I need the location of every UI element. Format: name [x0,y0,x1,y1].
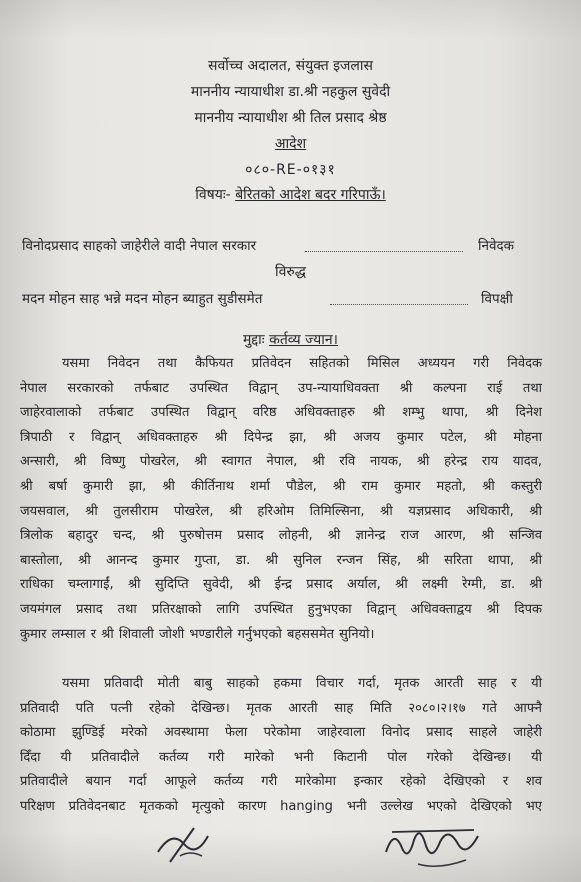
paragraph-line: जयमंगल प्रसाद तथा प्रतिरक्षाको लागि उपस्थित हुनुभएका विद्वान् अधिवक्ताद्वय श्री दिपक [20,601,542,617]
bottom-shadow [0,830,581,882]
paragraph-hearing [20,352,542,647]
paragraph-line: राधिका चम्लागाईं, श्री सुदिप्ति सुवेदी, श्री ईन्द्र प्रसाद अर्याल, श्री लक्ष्मी रेग्मी, डा. श्री [20,577,542,593]
judge-1: माननीय न्यायाधीश डा.श्री नहकुल सुवेदी [190,84,391,100]
court-name: सर्वोच्च अदालत, संयुक्त इजलास [208,58,373,74]
respondent-role: विपक्षी [481,291,513,307]
respondent-dots [330,304,468,305]
order-title: आदेश [274,136,307,152]
paragraph-line: यसमा निवेदन तथा कैफियत प्रतिवेदन सहितको मिसिल अध्ययन गरी निवेदक [62,356,542,371]
paragraph-line: कोठामा झुण्डिई मरेको अवस्थामा फेला परेकोमा जाहेरवाला विनोद प्रसाद साहले जाहेरी [20,725,542,741]
paragraph-line: दिँदा यी प्रतिवादीले कर्तव्य गरी मारेको भनी किटानी पोल गरेको देखिन्छ। यी [20,749,542,765]
petitioner-name: विनोदप्रसाद साहको जाहेरीले वादी नेपाल सरकार [22,238,257,254]
paragraph-line: जाहेरवालाको तर्फबाट उपस्थित विद्वान् वरिष्ठ अधिवक्ताहरु श्री शम्भु थापा, श्री दिनेश [20,405,542,421]
petitioner-dots [305,251,463,252]
respondent-name: मदन मोहन साह भन्ने मदन मोहन ब्याहुत सुडीसमेत [22,291,263,307]
paragraph-line: नेपाल सरकारको तर्फबाट उपस्थित विद्वान् उप-न्यायाधिवक्ता श्री कल्पना राई तथा [20,380,542,396]
subject-label: विषयः- [195,187,231,203]
versus-label: विरुद्ध [275,264,306,280]
case-number: ०८०-RE-०१३१ [245,162,336,178]
subject-line [0,185,581,204]
paragraph-line: जयसवाल, श्री तुलसीराम पोखरेल, श्री हरिओम तिमिल्सिना, श्री यज्ञप्रसाद अधिकारी, श्री [20,503,542,519]
subject-text: बेरितको आदेश बदर गरिपाऊँ। [235,187,386,203]
paragraph-analysis [20,672,542,820]
paragraph-line: श्री बर्षा कुमारी झा, श्री कीर्तिनाथ शर्मा पौडेल, श्री राम कुमार महतो, श्री कस्तुरी [20,478,542,494]
paragraph-line: परिक्षण प्रतिवेदनबाट मृतकको मृत्युको कारण hanging भनी उल्लेख भएको देखिएको भए [20,798,542,814]
case-type-line [0,330,581,349]
case-type-label: मुद्दाः [243,332,265,348]
case-type-value: कर्तव्य ज्यान। [269,332,338,348]
paragraph-line: यसमा प्रतिवादी मोती बाबु साहको हकमा विचार गर्दा, मृतक आरती साह र यी [62,676,542,691]
paragraph-line: अन्सारी, श्री विष्णु पोखरेल, श्री स्वागत नेपाल, श्री रवि नायक, श्री हरेन्द्र राय यादव, [20,454,542,470]
top-shadow [0,0,581,40]
petitioner-role: निवेदक [478,238,515,254]
paragraph-line: त्रिलोक बहादुर चन्द, श्री पुरुषोत्तम प्रसाद लोहनी, श्री ज्ञानेन्द्र राज आरण, श्री सन्जिव [20,528,542,544]
paragraph-line: कुमार लम्साल र श्री शिवाली जोशी भण्डारीले गर्नुभएको बहससमेत सुनियो। [20,626,375,642]
paragraph-line: प्रतिवादीले बयान गर्दा आफूले कर्तव्य गरी मारेकोमा इन्कार रहेको देखिएको र शव [20,774,542,790]
paragraph-line: बास्तोला, श्री आनन्द कुमार गुप्ता, डा. श्री सुनिल रन्जन सिंह, श्री सरिता थापा, श्री [20,552,542,568]
paragraph-line: त्रिपाठी र विद्वान् अधिवक्ताहरु श्री दिपेन्द्र झा, श्री अजय कुमार पटेल, श्री मोहना [20,429,542,445]
paragraph-line: प्रतिवादी पति पत्नी रहेको देखिन्छ। मृतक आरती साह मिति २०८०।२।१७ गते आफ्नै [20,700,542,716]
judge-2: माननीय न्यायाधीश श्री तिल प्रसाद श्रेष्ठ [194,110,387,126]
